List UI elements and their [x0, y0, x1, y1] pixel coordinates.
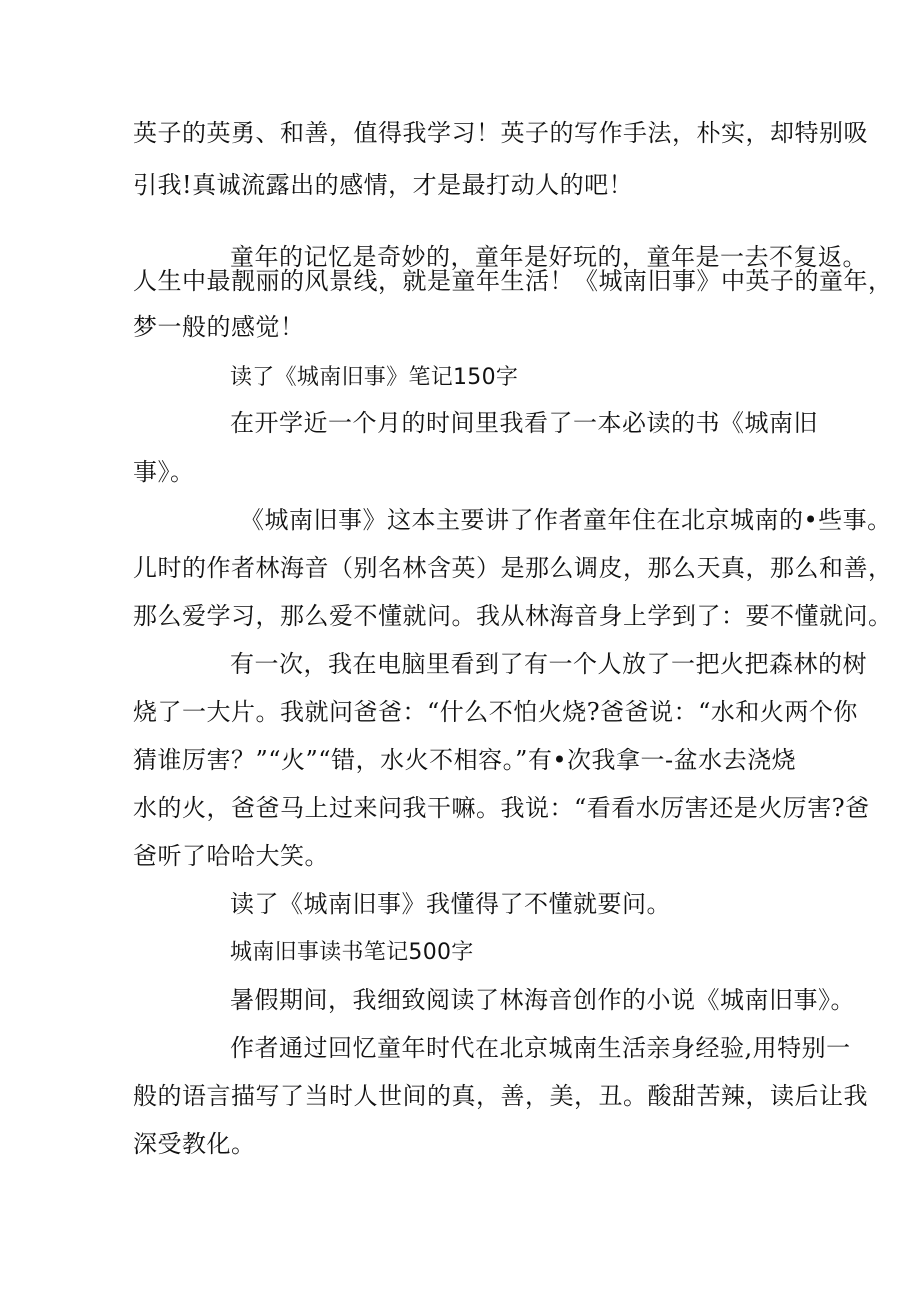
text-line: 梦一般的感觉！ [133, 313, 305, 341]
text-line: 儿时的作者林海音（别名林含英）是那么调皮，那么天真，那么和善， [133, 554, 893, 582]
text-line: 作者通过回忆童年时代在北京城南生活亲身经验,用特别一 [230, 1034, 851, 1062]
text-line: 深受教化。 [133, 1130, 256, 1158]
text-line: 人生中最靓丽的风景线，就是童年生活！《城南旧事》中英子的童年， [133, 267, 893, 295]
text-line: 童年的记忆是奇妙的，童年是好玩的，童年是一去不复返。 [230, 243, 867, 271]
text-line: 爸听了哈哈大笑。 [133, 842, 329, 870]
text-line: 水的火，爸爸马上过来问我干嘛。我说：“看看水厉害还是火厉害?爸 [133, 794, 870, 822]
section-heading: 城南旧事读书笔记500字 [230, 940, 474, 965]
text-line: 《城南旧事》这本主要讲了作者童年住在北京城南的•些事。 [240, 506, 892, 534]
text-line: 英子的英勇、和善，值得我学习！英子的写作手法，朴实，却特别吸 [133, 119, 868, 147]
text-line: 烧了一大片。我就问爸爸：“什么不怕火烧?爸爸说：“水和火两个你 [133, 698, 858, 726]
text-line: 般的语言描写了当时人世间的真，善，美，丑。酸甜苦辣，读后让我 [133, 1082, 868, 1110]
text-line: 暑假期间，我细致阅读了林海音创作的小说《城南旧事》。 [230, 986, 855, 1014]
text-line: 有一次，我在电脑里看到了有一个人放了一把火把森林的树 [230, 650, 867, 678]
text-line: 猜谁厉害？”“火”“错，水火不相容。”有•次我拿一-盆水去浇烧 [133, 746, 797, 774]
text-line: 读了《城南旧事》我懂得了不懂就要问。 [230, 890, 671, 918]
text-line: 那么爱学习，那么爱不懂就问。我从林海音身上学到了：要不懂就问。 [133, 602, 893, 630]
text-line: 在开学近一个月的时间里我看了一本必读的书《城南旧 [230, 409, 818, 437]
text-line: 事》。 [133, 458, 195, 486]
section-heading: 读了《城南旧事》笔记150字 [230, 365, 519, 390]
text-line: 引我!真诚流露出的感情，才是最打动人的吧！ [133, 171, 634, 199]
